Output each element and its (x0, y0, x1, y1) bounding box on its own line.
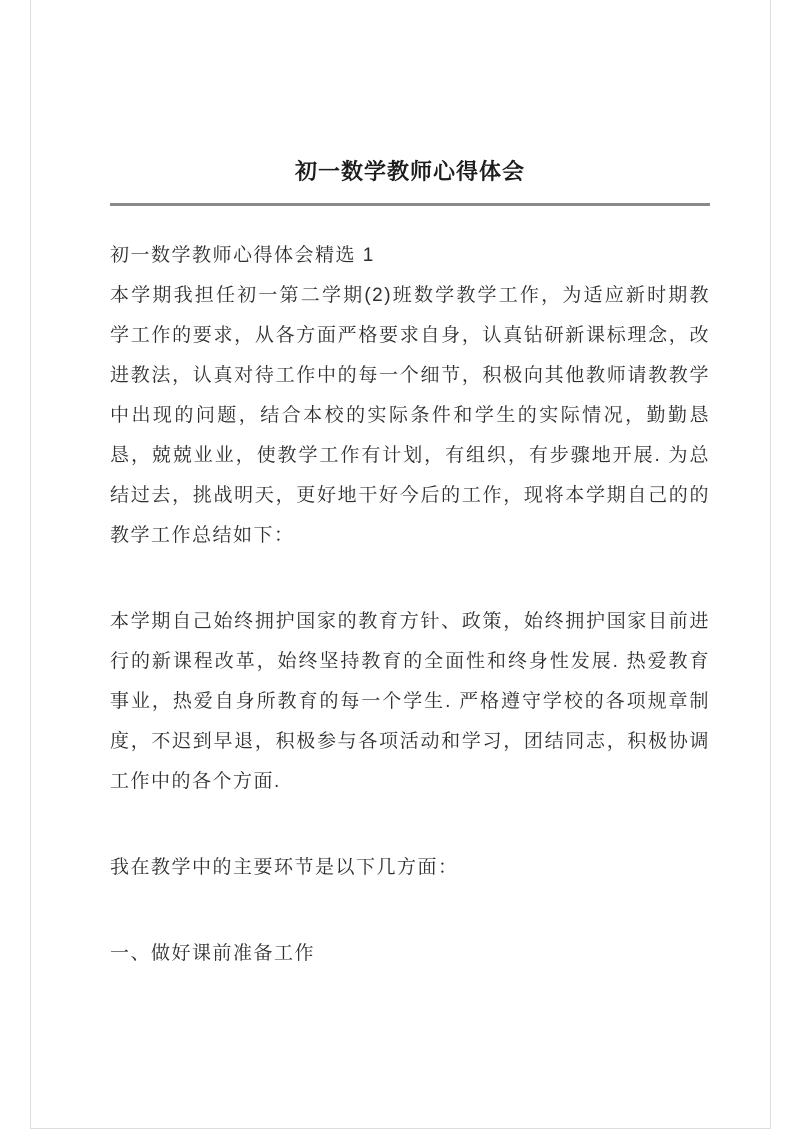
paragraph-section-heading: 一、做好课前准备工作 (110, 943, 316, 964)
paragraph-subtitle: 初一数学教师心得体会精选 1 (110, 245, 375, 266)
title-divider (110, 203, 710, 206)
paragraph-body-2: 本学期自己始终拥护国家的教育方针、政策，始终拥护国家目前进行的新课程改革，始终坚持教育的全面性和终身性发展. 热爱教育事业，热爱自身所教育的每一个学生. 严格遵守学校的各项规章制度，不迟到早退，积极参与各项活动和学习，团结同志，积极协调工作中的各个方面. (110, 611, 710, 792)
document-title: 初一数学教师心得体会 (294, 159, 525, 184)
paragraph-body-1: 本学期我担任初一第二学期(2)班数学教学工作，为适应新时期教学工作的要求，从各方面严格要求自身，认真钻研新课标理念，改进教法，认真对待工作中的每一个细节，积极向其他教师请教教学中出现的问题，结合本校的实际条件和学生的实际情况，勤勤恳恳，兢兢业业，使教学工作有计划，有组织，有步骤地开展. 为总结过去，挑战明天，更好地干好今后的工作，现将本学期自己的的教学工作总结如下： (110, 285, 710, 546)
paragraph-body-3: 我在教学中的主要环节是以下几方面： (110, 857, 459, 878)
document-content (110, 0, 710, 974)
